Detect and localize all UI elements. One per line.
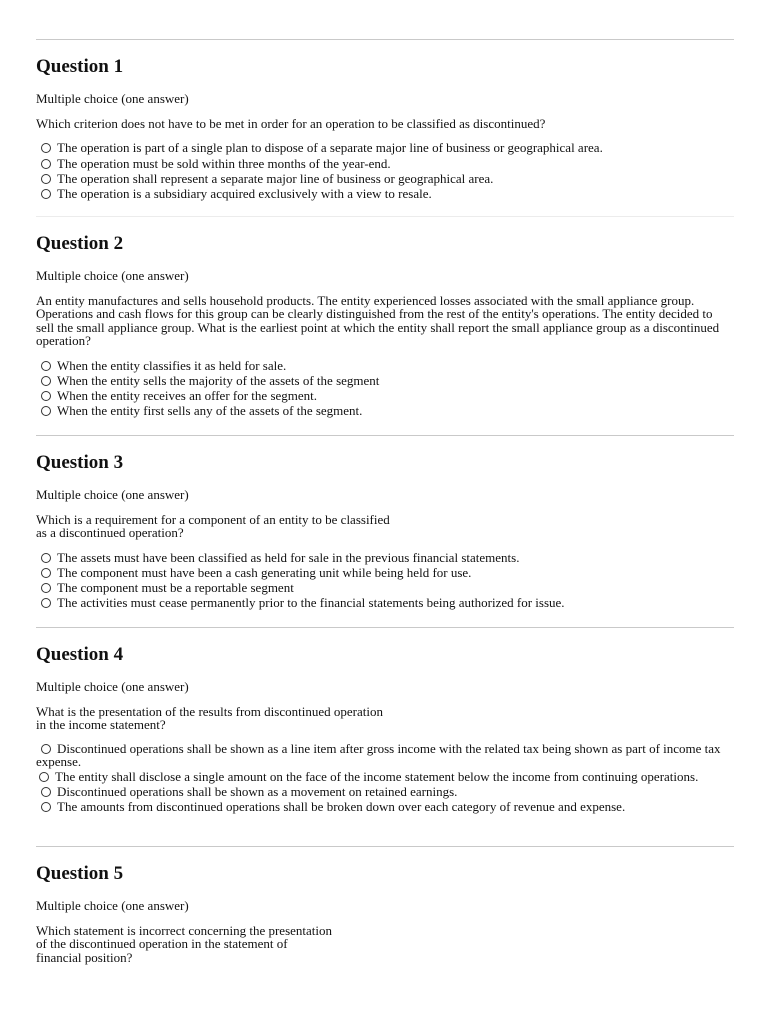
option-label: The activities must cease permanently prior to the financial statements being authorized for issue. [57,595,565,611]
answer-option[interactable] [36,156,736,171]
answer-option[interactable] [36,770,726,784]
question-3 [36,452,736,611]
option-label: When the entity sells the majority of the assets of the segment [57,372,380,388]
question-type: Multiple choice (one answer) [36,898,189,913]
divider [36,627,734,628]
answer-option[interactable] [36,403,736,418]
question-title: Question 5 [36,863,124,884]
answer-options [36,550,736,611]
answer-option[interactable] [36,742,726,769]
divider [36,39,734,40]
radio-button-icon[interactable] [41,568,51,578]
question-title: Question 2 [36,233,124,254]
option-label: When the entity receives an offer for the segment. [57,388,318,404]
radio-button-icon[interactable] [41,143,51,153]
option-label: The operation is a subsidiary acquired exclusively with a view to resale. [57,186,432,202]
divider [36,435,734,436]
question-1 [36,56,736,201]
answer-options [36,140,736,201]
answer-option[interactable] [36,784,726,799]
answer-options [36,358,736,419]
option-label: The entity shall disclose a single amount on the face of the income statement below the income from continuing operations. [55,768,699,784]
answer-option[interactable] [36,550,736,565]
radio-button-icon[interactable] [41,376,51,386]
answer-options [36,742,726,815]
question-type: Multiple choice (one answer) [36,679,189,694]
answer-option[interactable] [36,373,736,388]
question-5 [36,863,736,964]
question-text: Which statement is incorrect concerning the presentation of the discontinued operation in the statement of financial position? [36,923,332,965]
answer-option[interactable] [36,140,736,155]
radio-button-icon[interactable] [41,744,51,754]
radio-button-icon[interactable] [41,189,51,199]
option-label: The component must have been a cash generating unit while being held for use. [57,565,472,581]
answer-option[interactable] [36,799,726,814]
option-label: Discontinued operations shall be shown as a line item after gross income with the related tax being shown as part of income tax expense. [36,740,721,770]
question-2 [36,233,736,418]
answer-option[interactable] [36,186,736,201]
radio-button-icon[interactable] [41,159,51,169]
question-title: Question 1 [36,56,124,77]
option-label: Discontinued operations shall be shown as a movement on retained earnings. [57,784,458,800]
option-label: The operation shall represent a separate major line of business or geographical area. [57,170,494,186]
option-label: When the entity first sells any of the assets of the segment. [57,403,363,419]
answer-option[interactable] [36,171,736,186]
question-type: Multiple choice (one answer) [36,487,189,502]
radio-button-icon[interactable] [41,391,51,401]
question-type: Multiple choice (one answer) [36,268,189,283]
question-4 [36,644,736,815]
answer-option[interactable] [36,388,736,403]
radio-button-icon[interactable] [41,802,51,812]
option-label: When the entity classifies it as held for sale. [57,357,287,373]
divider [36,846,734,847]
option-label: The amounts from discontinued operations shall be broken down over each category of revenue and expense. [57,799,626,815]
radio-button-icon[interactable] [41,553,51,563]
radio-button-icon[interactable] [41,598,51,608]
radio-button-icon[interactable] [41,787,51,797]
divider [36,216,734,217]
radio-button-icon[interactable] [41,174,51,184]
question-title: Question 4 [36,644,124,665]
question-text: What is the presentation of the results from discontinued operation in the income statement? [36,704,383,733]
answer-option[interactable] [36,358,736,373]
radio-button-icon[interactable] [41,361,51,371]
answer-option[interactable] [36,580,736,595]
question-text: Which criterion does not have to be met in order for an operation to be classified as discontinued? [36,116,546,131]
question-text: Which is a requirement for a component of an entity to be classified as a discontinued operation? [36,512,390,541]
option-label: The operation is part of a single plan to dispose of a separate major line of business or geographical area. [57,140,603,156]
option-label: The operation must be sold within three months of the year-end. [57,155,391,171]
answer-option[interactable] [36,595,736,610]
question-title: Question 3 [36,452,124,473]
answer-option[interactable] [36,565,736,580]
option-label: The component must be a reportable segment [57,580,294,596]
question-type: Multiple choice (one answer) [36,91,189,106]
radio-button-icon[interactable] [41,583,51,593]
question-text: An entity manufactures and sells household products. The entity experienced losses associated with the small appliance group. Operations and cash flows for this group can be clearly distinguished from the rest of the entity's operations. The entity decided to sell the small appliance group. What is the earliest point at which the entity shall report the small appliance group as a discontinued operation? [36,293,720,349]
radio-button-icon[interactable] [39,772,49,782]
radio-button-icon[interactable] [41,406,51,416]
option-label: The assets must have been classified as held for sale in the previous financial statements. [57,549,520,565]
